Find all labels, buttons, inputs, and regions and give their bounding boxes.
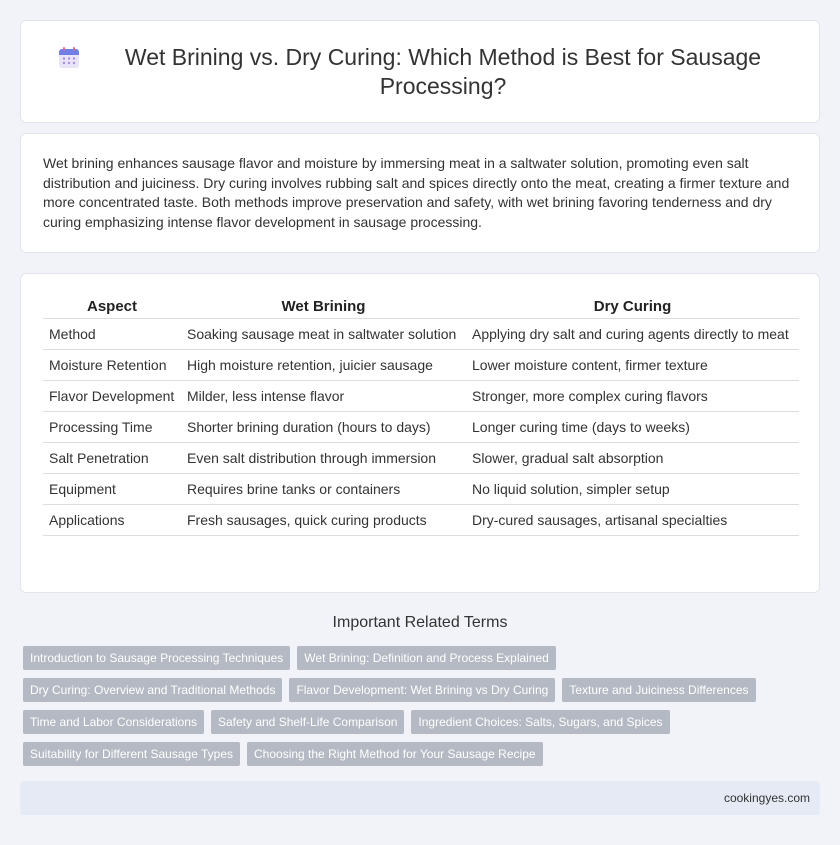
title-wrap: [57, 43, 783, 101]
tag-row: [23, 678, 813, 702]
cell-aspect: Applications: [43, 505, 181, 536]
tag-row: [23, 742, 813, 766]
related-term-tag[interactable]: Choosing the Right Method for Your Sausage Recipe: [247, 742, 543, 766]
related-terms: [23, 646, 813, 774]
calendar-icon: [57, 46, 81, 70]
header-aspect: Aspect: [43, 294, 181, 319]
comparison-card: [20, 273, 820, 593]
intro-text: Wet brining enhances sausage flavor and moisture by immersing meat in a saltwater solution, promoting even salt distribution and juiciness. Dry curing involves rubbing salt and spices directly onto the meat, creating a firmer texture and more concentrated taste. Both methods improve preservation and safety, with wet brining favoring tenderness and dry curing emphasizing intense flavor development in sausage processing.: [43, 155, 790, 230]
related-term-tag[interactable]: Safety and Shelf-Life Comparison: [211, 710, 404, 734]
intro-card: [20, 133, 820, 253]
header-wet-brining: Wet Brining: [181, 294, 466, 319]
title-card: [20, 20, 820, 123]
related-term-tag[interactable]: Ingredient Choices: Salts, Sugars, and Spices: [411, 710, 669, 734]
cell-wet: Fresh sausages, quick curing products: [181, 505, 466, 536]
cell-dry: Slower, gradual salt absorption: [466, 443, 799, 474]
cell-wet: Requires brine tanks or containers: [181, 474, 466, 505]
header-dry-curing: Dry Curing: [466, 294, 799, 319]
cell-dry: Longer curing time (days to weeks): [466, 412, 799, 443]
tag-row: [23, 710, 813, 734]
table-row: [43, 319, 799, 350]
cell-wet: Soaking sausage meat in saltwater solution: [181, 319, 466, 350]
related-term-tag[interactable]: Introduction to Sausage Processing Techniques: [23, 646, 290, 670]
related-term-tag[interactable]: Suitability for Different Sausage Types: [23, 742, 240, 766]
related-terms-title: Important Related Terms: [332, 614, 508, 631]
cell-wet: High moisture retention, juicier sausage: [181, 350, 466, 381]
cell-wet: Shorter brining duration (hours to days): [181, 412, 466, 443]
cell-dry: No liquid solution, simpler setup: [466, 474, 799, 505]
footer-source: cookingyes.com: [20, 781, 820, 815]
cell-aspect: Equipment: [43, 474, 181, 505]
cell-dry: Applying dry salt and curing agents directly to meat: [466, 319, 799, 350]
table-row: [43, 381, 799, 412]
table-row: [43, 505, 799, 536]
cell-aspect: Salt Penetration: [43, 443, 181, 474]
cell-dry: Dry-cured sausages, artisanal specialties: [466, 505, 799, 536]
related-term-tag[interactable]: Wet Brining: Definition and Process Explained: [297, 646, 556, 670]
related-term-tag[interactable]: Texture and Juiciness Differences: [562, 678, 755, 702]
comparison-table: [43, 294, 799, 536]
cell-aspect: Moisture Retention: [43, 350, 181, 381]
table-row: [43, 474, 799, 505]
table-row: [43, 443, 799, 474]
cell-dry: Lower moisture content, firmer texture: [466, 350, 799, 381]
related-term-tag[interactable]: Time and Labor Considerations: [23, 710, 204, 734]
cell-dry: Stronger, more complex curing flavors: [466, 381, 799, 412]
page-title: Wet Brining vs. Dry Curing: Which Method is Best for Sausage Processing?: [124, 43, 762, 99]
cell-aspect: Flavor Development: [43, 381, 181, 412]
cell-aspect: Method: [43, 319, 181, 350]
table-header-row: [43, 294, 799, 319]
cell-wet: Milder, less intense flavor: [181, 381, 466, 412]
cell-wet: Even salt distribution through immersion: [181, 443, 466, 474]
related-term-tag[interactable]: Dry Curing: Overview and Traditional Methods: [23, 678, 282, 702]
table-row: [43, 412, 799, 443]
related-term-tag[interactable]: Flavor Development: Wet Brining vs Dry Curing: [289, 678, 555, 702]
tag-row: [23, 646, 813, 670]
table-row: [43, 350, 799, 381]
cell-aspect: Processing Time: [43, 412, 181, 443]
